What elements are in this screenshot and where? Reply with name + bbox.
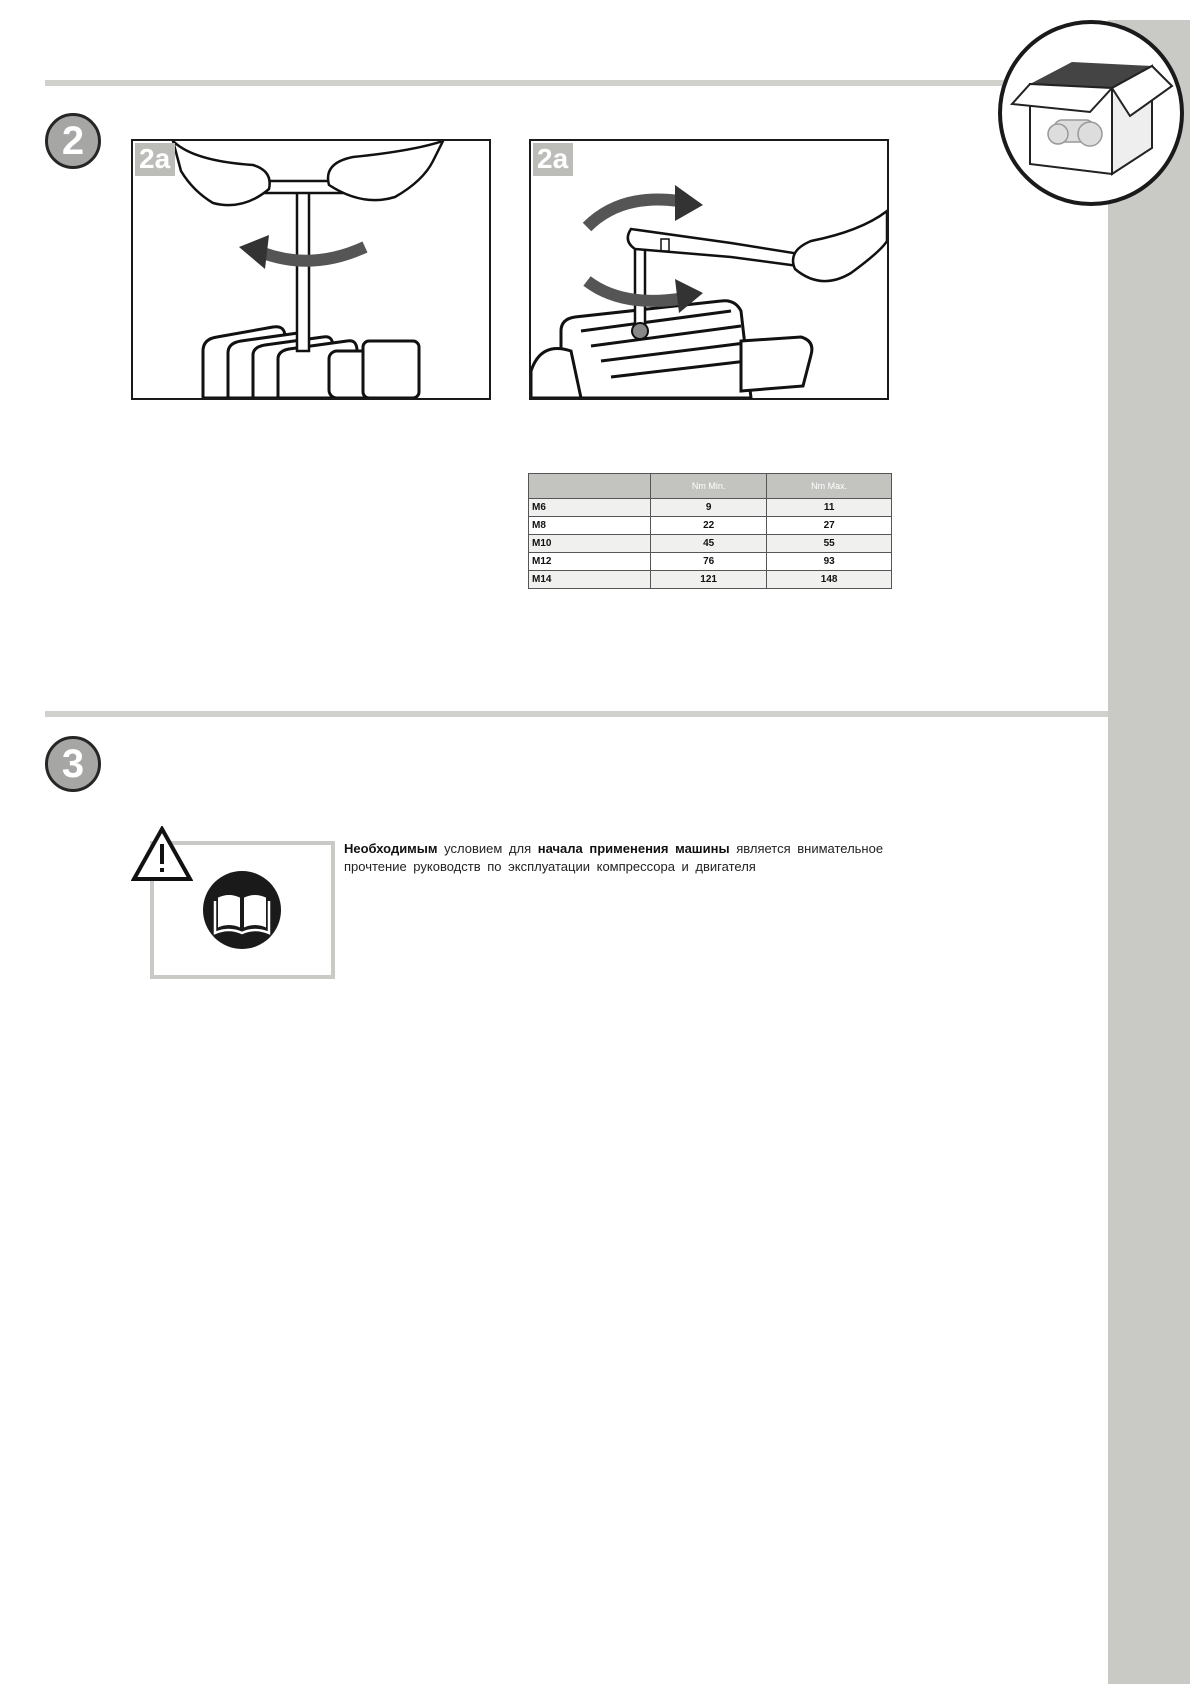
manual-notice-text <box>344 840 924 876</box>
section-divider-top <box>45 80 1025 86</box>
min-cell: 76 <box>651 553 767 571</box>
table-row <box>529 517 892 535</box>
max-cell: 93 <box>767 553 892 571</box>
max-cell: 55 <box>767 535 892 553</box>
min-cell: 45 <box>651 535 767 553</box>
step-2-number: 2 <box>45 113 101 169</box>
torque-wrench-illustration <box>531 141 887 398</box>
open-box-compressor-icon <box>998 20 1184 206</box>
step-3-number: 3 <box>45 736 101 792</box>
figure-2a-torque-wrench <box>529 139 889 400</box>
size-cell: M12 <box>529 553 651 571</box>
table-row <box>529 571 892 589</box>
min-cell: 22 <box>651 517 767 535</box>
note-bold-1: Необходимым <box>344 841 438 856</box>
header-size <box>529 474 651 499</box>
table-row <box>529 499 892 517</box>
warning-triangle-icon <box>131 826 193 882</box>
section-divider-middle <box>45 711 1108 717</box>
table-row <box>529 553 892 571</box>
figure-2a-t-wrench <box>131 139 491 400</box>
side-bar <box>1108 20 1190 1684</box>
header-nm-min: Nm Min. <box>651 474 767 499</box>
figure-label: 2a <box>533 143 573 176</box>
note-text-2: условием для <box>437 841 538 856</box>
header-nm-max: Nm Max. <box>767 474 892 499</box>
torque-table <box>528 473 892 589</box>
table-row <box>529 535 892 553</box>
size-cell: M10 <box>529 535 651 553</box>
open-book-icon <box>203 871 281 949</box>
size-cell: M8 <box>529 517 651 535</box>
table-header-row <box>529 474 892 499</box>
max-cell: 11 <box>767 499 892 517</box>
max-cell: 27 <box>767 517 892 535</box>
note-text-4: является внимательное прочтение руководств по эксплуатации компрессора и двигателя <box>344 841 884 874</box>
min-cell: 121 <box>651 571 767 589</box>
min-cell: 9 <box>651 499 767 517</box>
figure-label: 2a <box>135 143 175 176</box>
note-bold-2: начала применения машины <box>537 841 730 856</box>
size-cell: M6 <box>529 499 651 517</box>
max-cell: 148 <box>767 571 892 589</box>
t-wrench-illustration <box>133 141 489 398</box>
size-cell: M14 <box>529 571 651 589</box>
